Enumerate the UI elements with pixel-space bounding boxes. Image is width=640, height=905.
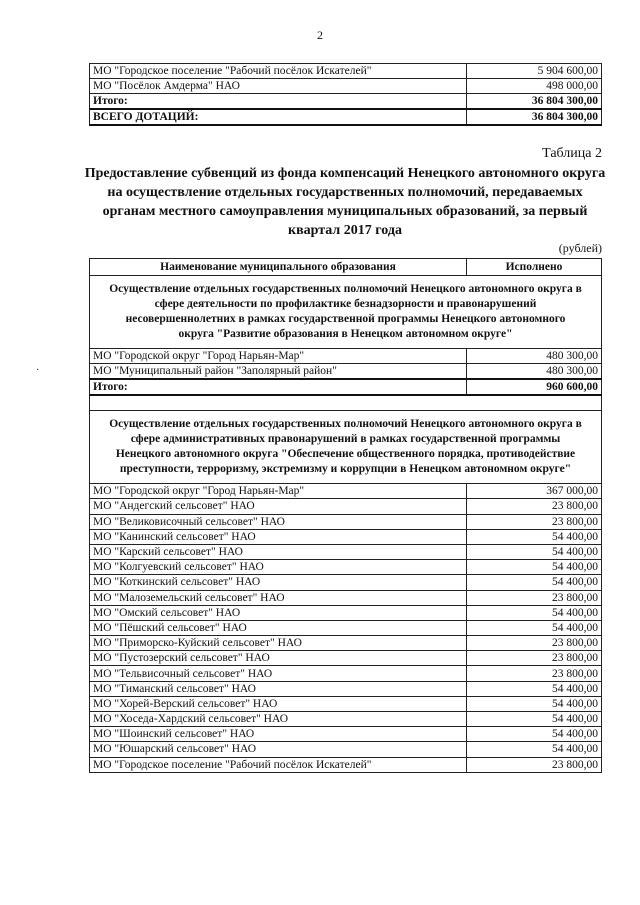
section-heading-row <box>90 411 602 484</box>
table-row <box>90 605 602 620</box>
table-label: Таблица 2 <box>542 146 602 161</box>
row-name: МО "Омский сельсовет" НАО <box>90 605 467 620</box>
table-header-row <box>90 259 602 276</box>
row-value: 367 000,00 <box>467 484 602 499</box>
row-name: МО "Андегский сельсовет" НАО <box>90 499 467 514</box>
row-value: 23 800,00 <box>467 666 602 681</box>
section-heading-row <box>90 276 602 349</box>
table-row <box>90 529 602 544</box>
row-name: Итого: <box>90 379 467 395</box>
table-row <box>90 484 602 499</box>
spacer-row <box>90 395 602 411</box>
row-value: 480 300,00 <box>467 364 602 380</box>
row-value: 36 804 300,00 <box>467 94 602 110</box>
row-name: МО "Пёшский сельсовет" НАО <box>90 620 467 635</box>
table-row <box>90 636 602 651</box>
row-name: МО "Тиманский сельсовет" НАО <box>90 681 467 696</box>
table-row <box>90 560 602 575</box>
row-value: 23 800,00 <box>467 499 602 514</box>
row-name: МО "Великовисочный сельсовет" НАО <box>90 514 467 529</box>
row-name: МО "Городское поселение "Рабочий посёлок Искателей" <box>90 64 467 79</box>
table-row <box>90 364 602 380</box>
row-name: МО "Городской округ "Город Нарьян-Мар" <box>90 349 467 364</box>
row-name: МО "Канинский сельсовет" НАО <box>90 529 467 544</box>
row-name: МО "Малоземельский сельсовет" НАО <box>90 590 467 605</box>
table-row <box>90 727 602 742</box>
table-row <box>90 681 602 696</box>
table-row <box>90 514 602 529</box>
subventions-table <box>89 258 602 773</box>
row-value: 54 400,00 <box>467 560 602 575</box>
row-name: МО "Посёлок Амдерма" НАО <box>90 79 467 94</box>
row-name: ВСЕГО ДОТАЦИЙ: <box>90 109 467 125</box>
row-name: МО "Коткинский сельсовет" НАО <box>90 575 467 590</box>
row-name: МО "Колгуевский сельсовет" НАО <box>90 560 467 575</box>
table-row <box>90 696 602 711</box>
row-value: 960 600,00 <box>467 379 602 395</box>
table-row <box>90 379 602 395</box>
row-name: МО "Хорей-Верский сельсовет" НАО <box>90 696 467 711</box>
table-row <box>90 349 602 364</box>
row-value: 54 400,00 <box>467 742 602 757</box>
units-label: (рублей) <box>558 241 602 255</box>
row-name: МО "Тельвисочный сельсовет" НАО <box>90 666 467 681</box>
row-value: 5 904 600,00 <box>467 64 602 79</box>
column-header-value: Исполнено <box>467 259 602 276</box>
row-value: 54 400,00 <box>467 529 602 544</box>
row-value: 23 800,00 <box>467 636 602 651</box>
row-name: МО "Пустозерский сельсовет" НАО <box>90 651 467 666</box>
row-value: 54 400,00 <box>467 605 602 620</box>
row-name: МО "Городской округ "Город Нарьян-Мар" <box>90 484 467 499</box>
section-1-heading: Осуществление отдельных государственных полномочий Ненецкого автономного округа в сфере деятельности по профилактике безнадзорности и правонарушений несовершеннолетних в рамках государственной программы Ненецкого автономного округа "Развитие образования в Ненецком автономном округе" <box>90 276 602 349</box>
row-value: 23 800,00 <box>467 757 602 772</box>
row-value: 36 804 300,00 <box>467 109 602 125</box>
table-row <box>90 499 602 514</box>
section-2-heading: Осуществление отдельных государственных полномочий Ненецкого автономного округа в сфере административных правонарушений в рамках государственной программы Ненецкого автономного округа "Обеспечение общественного порядка, противодействие преступности, терроризму, экстремизму и коррупции в Ненецком автономном округе" <box>90 411 602 484</box>
table-row <box>90 94 602 110</box>
row-name: МО "Юшарский сельсовет" НАО <box>90 742 467 757</box>
row-name: МО "Карский сельсовет" НАО <box>90 544 467 559</box>
margin-mark: · <box>36 365 40 376</box>
row-value: 54 400,00 <box>467 727 602 742</box>
row-name: МО "Шоинский сельсовет" НАО <box>90 727 467 742</box>
row-value: 54 400,00 <box>467 681 602 696</box>
row-value: 54 400,00 <box>467 544 602 559</box>
row-value: 54 400,00 <box>467 620 602 635</box>
table-row <box>90 109 602 125</box>
table-row <box>90 742 602 757</box>
table-row <box>90 575 602 590</box>
table-row <box>90 666 602 681</box>
row-name: Итого: <box>90 94 467 110</box>
spacer-cell <box>90 395 602 411</box>
row-value: 54 400,00 <box>467 575 602 590</box>
column-header-name: Наименование муниципального образования <box>90 259 467 276</box>
row-value: 498 000,00 <box>467 79 602 94</box>
row-name: МО "Муниципальный район "Заполярный район" <box>90 364 467 380</box>
row-value: 480 300,00 <box>467 349 602 364</box>
table-row <box>90 757 602 772</box>
table-row <box>90 712 602 727</box>
table-row <box>90 620 602 635</box>
row-value: 54 400,00 <box>467 696 602 711</box>
table-title: Предоставление субвенций из фонда компенсаций Ненецкого автономного округа на осуществление отдельных государственных полномочий, передаваемых органам местного самоуправления муниципальных образований, за первый квартал 2017 года <box>84 166 606 238</box>
table-row <box>90 79 602 94</box>
row-value: 23 800,00 <box>467 651 602 666</box>
row-name: МО "Хоседа-Хардский сельсовет" НАО <box>90 712 467 727</box>
table-row <box>90 590 602 605</box>
table-row <box>90 544 602 559</box>
table-row <box>90 651 602 666</box>
row-value: 23 800,00 <box>467 514 602 529</box>
table-row <box>90 64 602 79</box>
page-number: 2 <box>317 28 323 42</box>
subsidy-totals-table <box>89 63 602 126</box>
row-name: МО "Приморско-Куйский сельсовет" НАО <box>90 636 467 651</box>
row-value: 23 800,00 <box>467 590 602 605</box>
row-value: 54 400,00 <box>467 712 602 727</box>
row-name: МО "Городское поселение "Рабочий посёлок Искателей" <box>90 757 467 772</box>
